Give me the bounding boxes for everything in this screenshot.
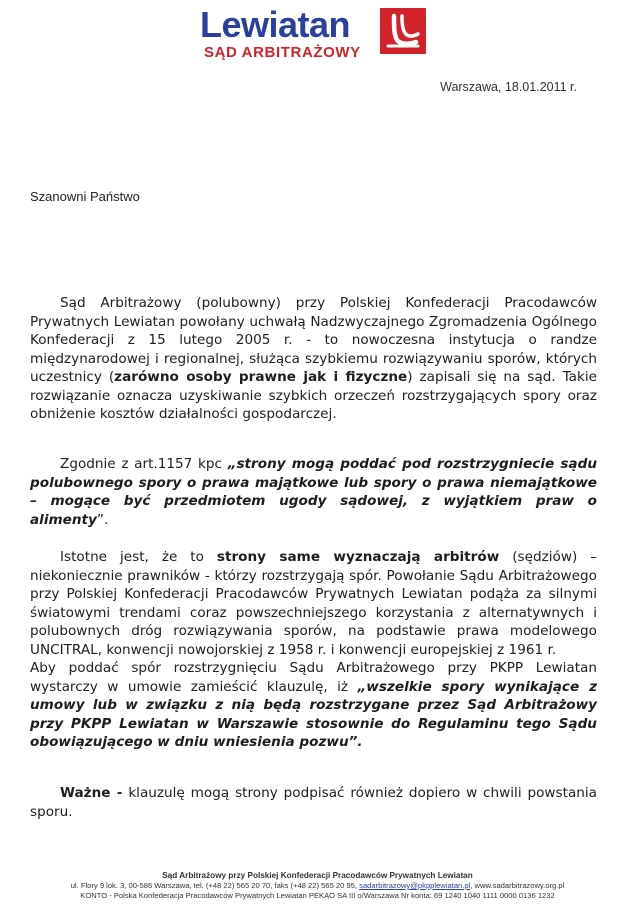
bold-text: strony same wyznaczają arbitrów bbox=[216, 549, 500, 565]
footer-website: , www.sadarbitrazowy.org.pl bbox=[470, 881, 565, 890]
logo-name: Lewiatan bbox=[200, 4, 351, 45]
bold-italic-quote: „strony mogą poddać pod rozstrzygniecie sądu polubownego spory o prawa majątkowe lub spory o prawa niemajątkowe – mogące być przedmiotem ugody sądowej, z wyjątkiem praw o alimenty bbox=[30, 456, 598, 528]
text: (sędziów) – niekoniecznie prawników - którzy rozstrzygają spór. Powołanie Sądu Arbitrażowego przy Polskiej Konfederacji Pracodawców Prywatnych Lewiatan podąża za silnymi światowymi trendami coraz powszechniejszego korzystania z alternatywnych i polubownych dróg rozwiązywania sporów, na podstawie prawa modelowego UNCITRAL, konwencji nowojorskiej z 1958 r. i konwencji europejskiej z 1961 r. bbox=[30, 549, 597, 658]
bold-italic-clause: „wszelkie spory wynikające z umowy lub w związku z nią będą rozstrzygane przez Sąd Arbitrażowy przy PKPP Lewiatan w Warszawie stosownie do Regulaminu tego Sądu obowiązującego w dniu wniesienia pozwu”. bbox=[30, 678, 597, 750]
text: Zgodnie z art.1157 kpc bbox=[60, 456, 228, 472]
text: Aby poddać spór rozstrzygnięciu Sądu Arbitrażowego przy PKPP Lewiatan wystarczy w umowie zamieścić klauzulę, iż bbox=[30, 660, 597, 695]
footer-address: ul. Flory 9 lok. 3, 00-586 Warszawa, tel. (+48 22) 565 20 70, faks (+48 22) 565 20 95, bbox=[70, 881, 360, 890]
text: klauzulę mogą strony podpisać również dopiero w chwili powstania sporu. bbox=[30, 785, 598, 820]
footer-bank-account: KONTO - Polska Konfederacja Pracodawców Prywatnych Lewiatan PEKAO SA III o/Warszawa Nr konta: 69 1240 1040 1111 0000 0136 1232 bbox=[80, 891, 555, 900]
paragraph-important bbox=[30, 784, 597, 821]
text: Istotne jest, że to bbox=[60, 549, 217, 565]
lewiatan-logo bbox=[200, 4, 430, 64]
bold-text: zarówno osoby prawne jak i fizyczne bbox=[114, 369, 408, 385]
letter-greeting: Szanowni Państwo bbox=[30, 189, 140, 204]
footer-org-name: Sąd Arbitrażowy przy Polskiej Konfederacji Pracodawców Prywatnych Lewiatan bbox=[162, 871, 473, 880]
letter-footer bbox=[0, 871, 635, 901]
paragraph-arbiters bbox=[30, 548, 597, 752]
text: ) zapisali się na sąd. Takie rozwiązanie oznacza uzyskiwanie szybkich orzeczeń rozstrzygających spory oraz obniżenie kosztów działalności gospodarczej. bbox=[30, 369, 597, 422]
lewiatan-mark-icon bbox=[380, 8, 426, 54]
logo-subtitle: SĄD ARBITRAŻOWY bbox=[204, 44, 361, 61]
footer-contact bbox=[0, 881, 635, 891]
bold-text: Ważne - bbox=[60, 785, 123, 801]
footer-email-link[interactable]: sadarbitrazowy@pkpplewiatan.pl bbox=[359, 881, 471, 890]
paragraph-intro bbox=[30, 294, 597, 424]
paragraph-kpc bbox=[30, 455, 597, 529]
text: Sąd Arbitrażowy (polubowny) przy Polskiej Konfederacji Pracodawców Prywatnych Lewiatan powołany uchwałą Nadzwyczajnego Zgromadzenia Ogólnego Konfederacji z 15 lutego 2005 r. - to nowoczesna instytucja o randze międzynarodowej i regionalnej, służąca szybkiemu rozwiązywaniu sporów, których uczestnicy ( bbox=[30, 295, 597, 385]
letter-date: Warszawa, 18.01.2011 r. bbox=[440, 80, 577, 94]
text: ”. bbox=[96, 511, 109, 528]
